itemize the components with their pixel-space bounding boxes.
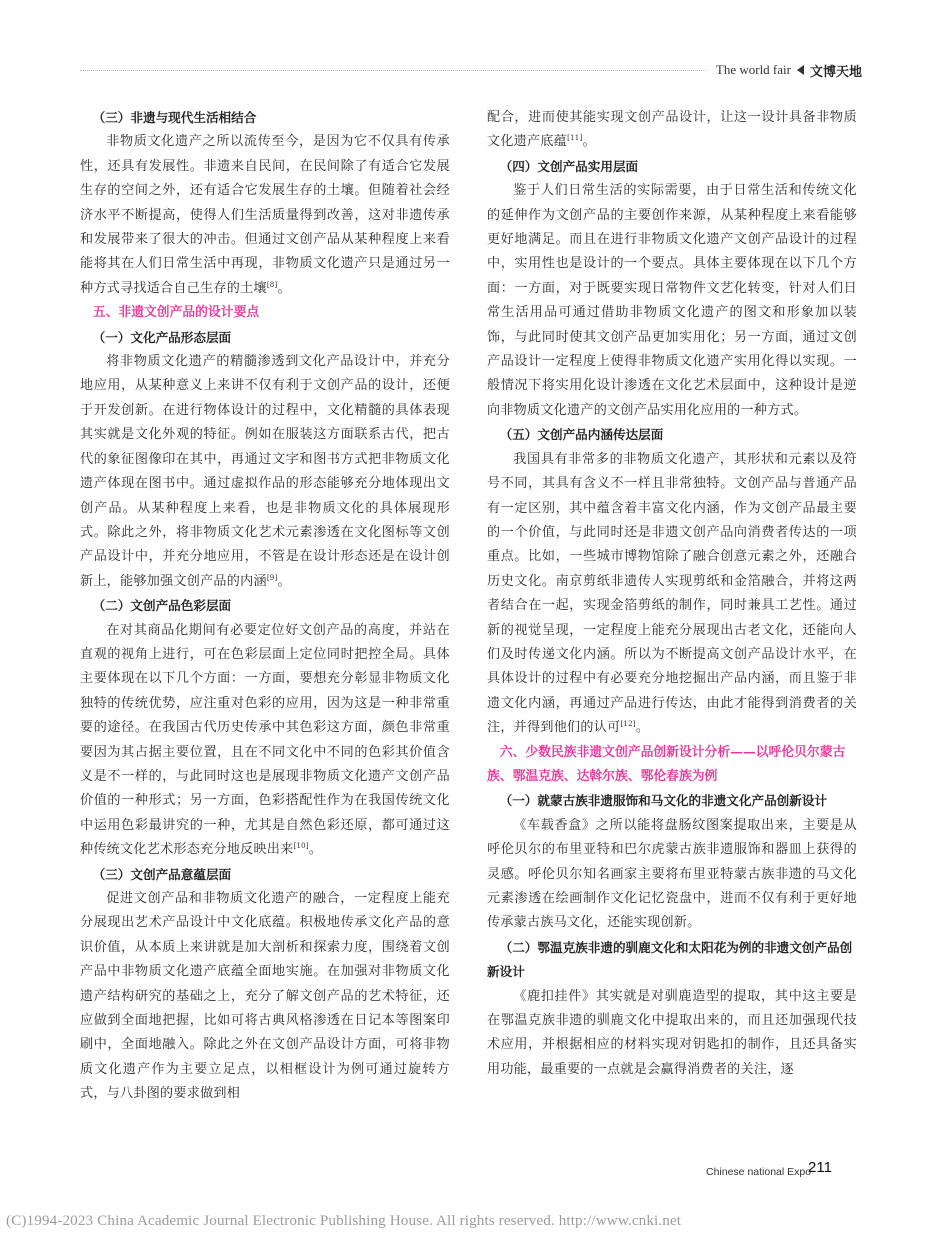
subsection-heading-5-1: （一）文化产品形态层面 — [92, 329, 232, 345]
section-heading-3: （三）非遗与现代生活相结合 — [92, 110, 257, 125]
subsection-heading-5-2: （二）文创产品色彩层面 — [92, 598, 232, 614]
footer-magazine-name: Chinese national Expo — [706, 1166, 812, 1178]
right-column — [487, 106, 857, 1082]
citation-ref: [12] — [620, 720, 636, 729]
citation-ref: [10] — [293, 842, 309, 851]
paragraph: 在对其商品化期间有必要定位好文创产品的高度，并站在直观的视角上进行，可在色彩层面上定位同时把控全局。具体主要体现在以下几个方面：一方面，要想充分彰显非物质文化独特的传统优势，应注重对色彩的应用，因为这是一种非常重要的途径。在我国古代历史传承中其色彩这方面，颜色非常重要因为其占据主要位置，且在不同文化中不同的色彩其价值含义是不一样的，与此同时这也是展现非物质文化遗产文创产品价值的一种形式；另一方面，色彩搭配性作为在我国传统文化中运用色彩最讲究的一种，尤其是自然色彩还原，都可通过这种传统文化艺术形态充分地反映出来[10]。 — [80, 622, 450, 858]
header-magazine-name: The world fair — [715, 62, 791, 77]
paragraph: 将非物质文化遗产的精髓渗透到文化产品设计中，并充分地应用，从某种意义上来讲不仅有利于文创产品的设计，还便于开发创新。在进行物体设计的过程中，文化精髓的具体表现其实就是文化外观的特征。例如在服装这方面联系古代，把古代的象征图像印在其中，再通过文字和图书方式把非物质文化遗产体现在图书中。通过虚拟作品的形态能够充分地体现出文创产品。从某种程度上来看，也是非物质文化的具体展现形式。除此之外，将非物质文化艺术元素渗透在文化图标等文创产品设计中，并充分地应用，不管是在设计形态还是在设计创新上，能够加强文创产品的内涵[9]。 — [80, 354, 450, 589]
subsection-heading-5-3: （三）文创产品意蕴层面 — [92, 866, 232, 882]
citation-ref: [11] — [567, 134, 583, 143]
paragraph: 《车载香盒》之所以能将盘肠纹图案提取出来，主要是从呼伦贝尔的布里亚特和巴尔虎蒙古族非遗服饰和器皿上获得的灵感。呼伦贝尔知名画家主要将布里亚特蒙古族非遗的马文化元素渗透在绘画制作文化记忆瓷盘中，进而不仅有利于更好地传承蒙古族马文化，还能实现创新。 — [487, 817, 857, 931]
subsection-heading-5-4: （四）文创产品实用层面 — [499, 158, 639, 174]
paragraph: 《鹿扣挂件》其实就是对驯鹿造型的提取，其中这主要是在鄂温克族非遗的驯鹿文化中提取出来的，而且还加强现代技术应用，并根据相应的材料实现对钥匙扣的制作，且还具备实用功能，最重要的一点就是会赢得消费者的关注，逐 — [487, 988, 857, 1077]
running-header — [80, 58, 862, 82]
copyright-notice: (C)1994-2023 China Academic Journal Electronic Publishing House. All rights reserved. http://www.cnki.net — [6, 1212, 682, 1229]
paragraph: 鉴于人们日常生活的实际需要，由于日常生活和传统文化的延伸作为文创产品的主要创作来源，从某种程度上来看能够更好地满足。而且在进行非物质文化遗产文创产品设计的过程中，实用性也是设计的一个要点。具体主要体现在以下几个方面：一方面，对于既要实现日常物件文艺化转变，针对人们日常生活用品可通过借助非物质文化遗产的图文和形象加以装饰，与此同时使其文创产品更加实用化；另一方面，通过文创产品设计一定程度上使得非物质文化遗产实用化得以实现。一般情况下将实用化设计渗透在文化艺术层面中，这种设计是逆向非物质文化遗产的文创产品实用化应用的一种方式。 — [487, 183, 857, 418]
subsection-heading-6-2: （二）鄂温克族非遗的驯鹿文化和太阳花为例的非遗文创产品创新设计 — [487, 939, 853, 980]
paragraph: 我国具有非常多的非物质文化遗产，其形状和元素以及符号不同，其具有含义不一样且非常独特。文创产品与普通产品有一定区别，其中蕴含着丰富文化内涵，作为文创产品最主要的一个价值，与此同时还是非遗文创产品向消费者传达的一项重点。比如，一些城市博物馆除了融合创意元素之外，还融合历史文化。南京剪纸非遗传人实现剪纸和金箔融合，并将这两者结合在一起，实现金箔剪纸的制作，同时兼具工艺性。通过新的视觉呈现，一定程度上能充分展现出古老文化，还能向人们及时传递文化内涵。所以为不断提高文创产品设计水平，在具体设计的过程中有必要充分地挖掘出产品内涵，而且鉴于非遗文化内涵，再通过产品进行传达，由此才能得到消费者的关注，并得到他们的认可[12]。 — [487, 451, 857, 736]
left-column — [80, 106, 450, 1107]
subsection-heading-6-1: （一）就蒙古族非遗服饰和马文化的非遗文化产品创新设计 — [499, 793, 828, 809]
header-dotted-rule — [80, 70, 706, 71]
citation-ref: [8] — [266, 280, 278, 289]
header-column-name: 文博天地 — [809, 64, 862, 80]
subsection-heading-5-5: （五）文创产品内涵传达层面 — [499, 427, 664, 443]
paragraph: 非物质文化遗产之所以流传至今，是因为它不仅具有传承性，还具有发展性。非遗来自民间，在民间除了有适合它发展生存的空间之外，还有适合它发展生存的土壤。但随着社会经济水平不断提高，使得人们生活质量得到改善，这对非遗传承和发展带来了很大的冲击。但通过文创产品从某种程度上来看能将其在人们日常生活中再现，非物质文化遗产只是通过另一种方式寻找适合自己生存的土壤[8]。 — [80, 134, 450, 296]
citation-ref: [9] — [266, 573, 278, 582]
paragraph-continued: 配合，进而使其能实现文创产品设计，让这一设计具备非物质文化遗产底蕴[11]。 — [487, 110, 857, 150]
section-heading-6: 六、少数民族非遗文创产品创新设计分析——以呼伦贝尔蒙古族、鄂温克族、达斡尔族、鄂伦春族为例 — [487, 744, 846, 784]
triangle-left-icon — [797, 65, 804, 75]
page-number: 211 — [808, 1159, 832, 1176]
section-heading-5: 五、非遗文创产品的设计要点 — [92, 305, 260, 321]
paragraph: 促进文创产品和非物质文化遗产的融合，一定程度上能充分展现出艺术产品设计中文化底蕴。积极地传承文化产品的意识价值，从本质上来讲就是加大剖析和探索力度，围绕着文创产品中非物质文化遗产底蕴全面地实施。在加强对非物质文化遗产结构研究的基础之上，充分了解文创产品的艺术特征，还应做到全面地把握，比如可将古典风格渗透在日记本等图案印刷中，全面地融入。除此之外在文创产品设计方面，可将非物质文化遗产作为主要立足点，以相框设计为例可通过旋转方式，与八卦图的要求做到相 — [80, 891, 450, 1102]
